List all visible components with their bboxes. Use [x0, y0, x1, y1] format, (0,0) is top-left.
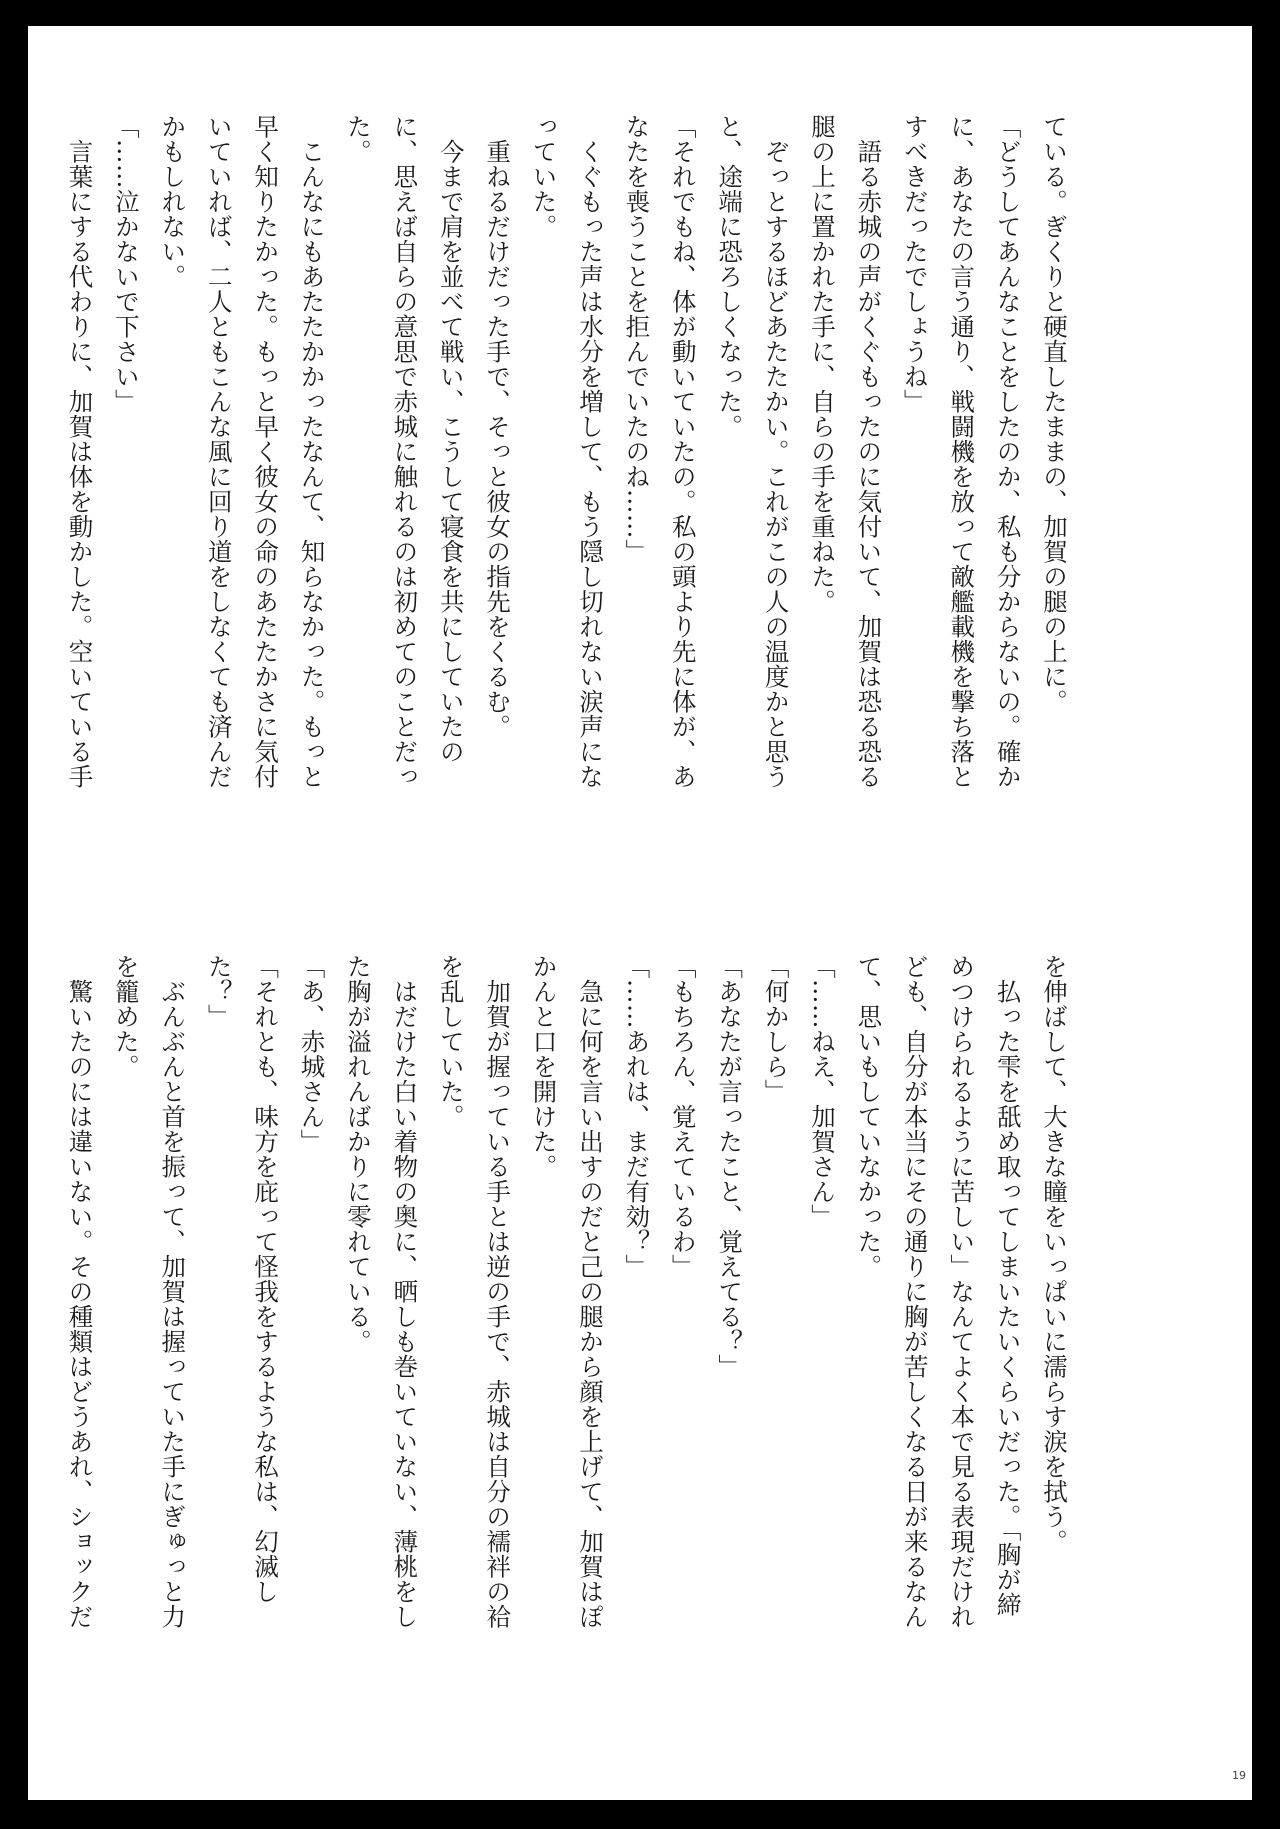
- text-line: と、途端に恐ろしくなった。: [715, 114, 745, 439]
- text-line: に、あなたの言う通り、戦闘機を放って敵艦載機を撃ち落と: [947, 114, 977, 789]
- text-line: 「どうしてあんなことをしたのか、私も分からないの。確か: [993, 114, 1023, 789]
- text-line: 払った雫を舐め取ってしまいたいくらいだった。「胸が締: [993, 954, 1023, 1617]
- text-line: 「……泣かないで下さい」: [111, 114, 141, 414]
- text-line: ぶんぶんと首を振って、加賀は握っていた手にぎゅっと力: [158, 954, 188, 1629]
- text-line: た胸が溢れんばかりに零れている。: [343, 954, 373, 1354]
- text-line: た？」: [204, 954, 234, 1029]
- text-line: 「あなたが言ったこと、覚えてる？」: [715, 954, 745, 1379]
- text-line: 急に何を言い出すのだと己の腿から顔を上げて、加賀はぽ: [575, 954, 605, 1629]
- text-line: 今まで肩を並べて戦い、こうして寝食を共にしていたの: [436, 114, 466, 764]
- text-line: を籠めた。: [111, 954, 141, 1079]
- text-line: 言葉にする代わりに、加賀は体を動かした。空いている手: [65, 114, 95, 789]
- text-line: を乱していた。: [436, 954, 466, 1129]
- text-line: ども、自分が本当にその通りに胸が苦しくなる日が来るなん: [900, 954, 930, 1629]
- text-line: すべきだったでしょうね」: [900, 114, 930, 414]
- text-line: に、思えば自らの意思で赤城に触れるのは初めてのことだっ: [390, 114, 420, 789]
- text-line: 早く知りたかった。もっと早く彼女の命のあたたかさに気付: [251, 114, 281, 789]
- text-line: 「それでもね、体が動いていたの。私の頭より先に体が、あ: [668, 114, 698, 789]
- text-line: いていれば、二人ともこんな風に回り道をしなくても済んだ: [204, 114, 234, 789]
- text-line: めつけられるように苦しい」なんてよく本で見る表現だけれ: [947, 954, 977, 1629]
- text-line: ている。ぎくりと硬直したままの、加賀の腿の上に。: [1040, 114, 1069, 714]
- text-line: 「……あれは、まだ有効？」: [622, 954, 652, 1279]
- text-line: ぞっとするほどあたたかい。これがこの人の温度かと思う: [761, 114, 791, 789]
- text-line: 「それとも、味方を庇って怪我をするような私は、幻滅し: [251, 954, 281, 1604]
- book-page: [28, 26, 1252, 1800]
- text-line: 腿の上に置かれた手に、自らの手を重ねた。: [807, 114, 837, 614]
- text-line: こんなにもあたたかかったなんて、知らなかった。もっと: [297, 114, 327, 789]
- text-line: 驚いたのには違いない。その種類はどうあれ、ショックだ: [65, 954, 95, 1629]
- text-line: 「何かしら」: [761, 954, 791, 1104]
- text-line: なたを喪うことを拒んでいたのね……」: [622, 114, 652, 564]
- text-block-lower: [65, 954, 1077, 1734]
- text-line: 重ねるだけだった手で、そっと彼女の指先をくるむ。: [483, 114, 513, 739]
- text-line: を伸ばして、大きな瞳をいっぱいに濡らす涙を拭う。: [1040, 954, 1069, 1554]
- text-line: 「……ねえ、加賀さん」: [807, 954, 837, 1229]
- text-line: た。: [343, 114, 373, 164]
- text-line: くぐもった声は水分を増して、もう隠し切れない涙声にな: [575, 114, 605, 789]
- text-line: かもしれない。: [158, 114, 188, 289]
- text-line: 「あ、赤城さん」: [297, 954, 327, 1154]
- text-line: っていた。: [529, 114, 559, 239]
- page-number: 19: [1232, 1769, 1246, 1782]
- text-line: 加賀が握っている手とは逆の手で、赤城は自分の襦袢の袷: [483, 954, 513, 1629]
- text-line: 語る赤城の声がくぐもったのに気付いて、加賀は恐る恐る: [854, 114, 884, 789]
- text-line: はだけた白い着物の奥に、晒しも巻いていない、薄桃をし: [390, 954, 420, 1629]
- text-line: 「もちろん、覚えているわ」: [668, 954, 698, 1279]
- text-line: て、思いもしていなかった。: [854, 954, 884, 1279]
- text-block-upper: [65, 114, 1077, 894]
- text-line: かんと口を開けた。: [529, 954, 559, 1179]
